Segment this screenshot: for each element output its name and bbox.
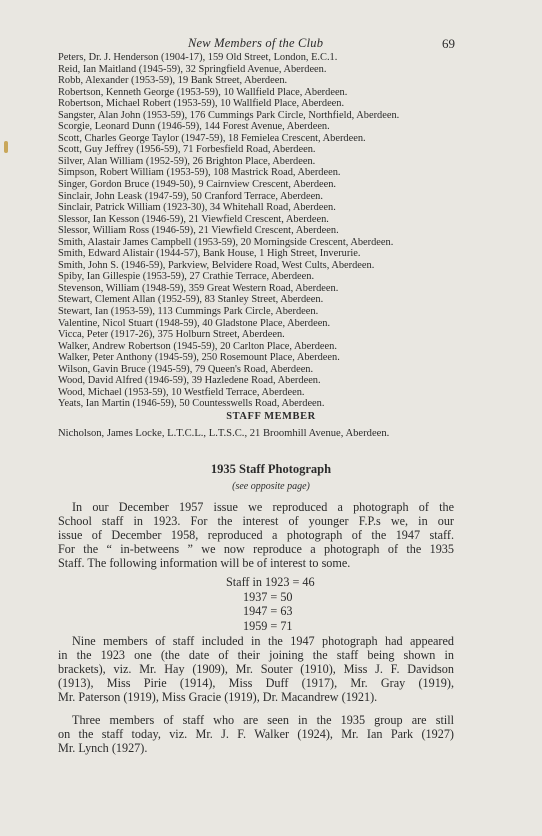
margin-mark xyxy=(4,141,8,153)
member-entry: Valentine, Nicol Stuart (1948-59), 40 Gladstone Place, Aberdeen. xyxy=(58,317,331,329)
new-members-list xyxy=(58,52,498,410)
paragraph-line: For the “ in-betweens ” we now reproduce a photograph of the 1935 xyxy=(58,542,454,556)
paragraph-intro xyxy=(58,500,454,570)
paragraph-line: In our December 1957 issue we reproduced a photograph of the xyxy=(72,500,454,514)
member-entry: Slessor, Ian Kesson (1946-59), 21 Viewfield Crescent, Aberdeen. xyxy=(58,213,329,225)
page-number: 69 xyxy=(442,36,455,51)
running-head xyxy=(0,36,542,52)
paragraph-three-members xyxy=(58,713,454,755)
member-entry: Slessor, William Ross (1946-59), 21 Viewfield Crescent, Aberdeen. xyxy=(58,225,339,237)
staff-member-heading: STAFF MEMBER xyxy=(226,411,316,422)
paragraph-line: Mr. Paterson (1919), Miss Gracie (1919), Dr. Macandrew (1921). xyxy=(58,690,378,704)
member-entry: Walker, Andrew Robertson (1945-59), 20 Carlton Place, Aberdeen. xyxy=(58,340,337,352)
member-entry: Robertson, Kenneth George (1953-59), 10 Wallfield Place, Aberdeen. xyxy=(58,86,348,98)
paragraph-line: Three members of staff who are seen in the 1935 group are still xyxy=(72,713,454,727)
member-entry: Sinclair, Patrick William (1923-30), 34 Whitehall Road, Aberdeen. xyxy=(58,202,336,214)
staff-count-row: 1959 = 71 xyxy=(243,618,293,633)
member-entry: Robertson, Michael Robert (1953-59), 10 Wallfield Place, Aberdeen. xyxy=(58,98,345,110)
member-entry: Smith, Alastair James Campbell (1953-59), 20 Morningside Crescent, Aberdeen. xyxy=(58,236,394,248)
member-entry: Wilson, Gavin Bruce (1945-59), 79 Queen's Road, Aberdeen. xyxy=(58,363,314,375)
staff-count-row: 1947 = 63 xyxy=(243,604,293,618)
paragraph-line: Nine members of staff included in the 1947 photograph had appeared xyxy=(72,634,454,648)
paragraph-line: issue of December 1958, reproduced a photograph of the 1947 staff. xyxy=(58,528,454,542)
staff-count-row: 1937 = 50 xyxy=(243,589,293,604)
member-entry: Stevenson, William (1948-59), 359 Great Western Road, Aberdeen. xyxy=(58,282,339,294)
paragraph-line: brackets), viz. Mr. Hay (1909), Mr. Souter (1910), Miss J. F. Davidson xyxy=(58,662,454,676)
paragraph-line: School staff in 1923. For the interest of younger F.P.s we, in our xyxy=(58,514,454,528)
paragraph-line: Mr. Lynch (1927). xyxy=(58,741,148,755)
paragraph-line: on the staff today, viz. Mr. J. F. Walker (1924), Mr. Ian Park (1927) xyxy=(58,727,454,741)
member-entry: Reid, Ian Maitland (1945-59), 32 Springfield Avenue, Aberdeen. xyxy=(58,63,327,75)
member-entry: Simpson, Robert William (1953-59), 108 Mastrick Road, Aberdeen. xyxy=(58,167,341,179)
member-entry: Scorgie, Leonard Dunn (1946-59), 144 Forest Avenue, Aberdeen. xyxy=(58,121,330,133)
staff-count-row: Staff in 1923 = 46 xyxy=(226,575,315,589)
member-entry: Vicca, Peter (1917-26), 375 Holburn Street, Aberdeen. xyxy=(58,329,285,341)
member-entry: Robb, Alexander (1953-59), 19 Bank Street, Aberdeen. xyxy=(58,75,288,87)
staff-counts xyxy=(226,575,315,633)
member-entry: Stewart, Ian (1953-59), 113 Cummings Park Circle, Aberdeen. xyxy=(58,306,319,318)
member-entry: Silver, Alan William (1952-59), 26 Brighton Place, Aberdeen. xyxy=(58,155,316,167)
member-entry: Smith, John S. (1946-59), Parkview, Belvidere Road, West Cults, Aberdeen. xyxy=(58,259,375,271)
member-entry: Sinclair, John Leask (1947-59), 50 Cranford Terrace, Aberdeen. xyxy=(58,190,323,202)
staff-member-entry: Nicholson, James Locke, L.T.C.L., L.T.S.C., 21 Broomhill Avenue, Aberdeen. xyxy=(58,428,390,439)
paragraph-nine-members xyxy=(58,634,454,704)
member-entry: Walker, Peter Anthony (1945-59), 250 Rosemount Place, Aberdeen. xyxy=(58,352,340,364)
member-entry: Singer, Gordon Bruce (1949-50), 9 Cairnview Crescent, Aberdeen. xyxy=(58,179,337,191)
member-entry: Scott, Charles George Taylor (1947-59), 18 Femielea Crescent, Aberdeen. xyxy=(58,132,366,144)
paragraph-line: (1913), Miss Pirie (1914), Miss Duff (1917), Mr. Gray (1919), xyxy=(58,676,454,690)
member-entry: Peters, Dr. J. Henderson (1904-17), 159 Old Street, London, E.C.1. xyxy=(58,52,338,63)
member-entry: Scott, Guy Jeffrey (1956-59), 71 Forbesfield Road, Aberdeen. xyxy=(58,144,316,156)
member-entry: Sangster, Alan John (1953-59), 176 Cummings Park Circle, Northfield, Aberdeen. xyxy=(58,109,400,121)
paragraph-line: Staff. The following information will be of interest to some. xyxy=(58,556,351,570)
running-title: New Members of the Club xyxy=(188,36,324,50)
member-entry: Wood, Michael (1953-59), 10 Westfield Terrace, Aberdeen. xyxy=(58,386,305,398)
member-entry: Smith, Edward Alistair (1944-57), Bank House, 1 High Street, Inverurie. xyxy=(58,248,361,260)
member-entry: Stewart, Clement Allan (1952-59), 83 Stanley Street, Aberdeen. xyxy=(58,294,324,306)
member-entry: Wood, David Alfred (1946-59), 39 Hazledene Road, Aberdeen. xyxy=(58,375,321,387)
member-entry: Spiby, Ian Gillespie (1953-59), 27 Crathie Terrace, Aberdeen. xyxy=(58,271,315,283)
paragraph-line: in the 1923 one (the date of their joining the staff being shown in xyxy=(58,648,454,662)
photo-section-subheading: (see opposite page) xyxy=(232,481,310,492)
member-entry: Yeats, Ian Martin (1946-59), 50 Countesswells Road, Aberdeen. xyxy=(58,398,325,410)
photo-section-heading: 1935 Staff Photograph xyxy=(210,462,332,476)
